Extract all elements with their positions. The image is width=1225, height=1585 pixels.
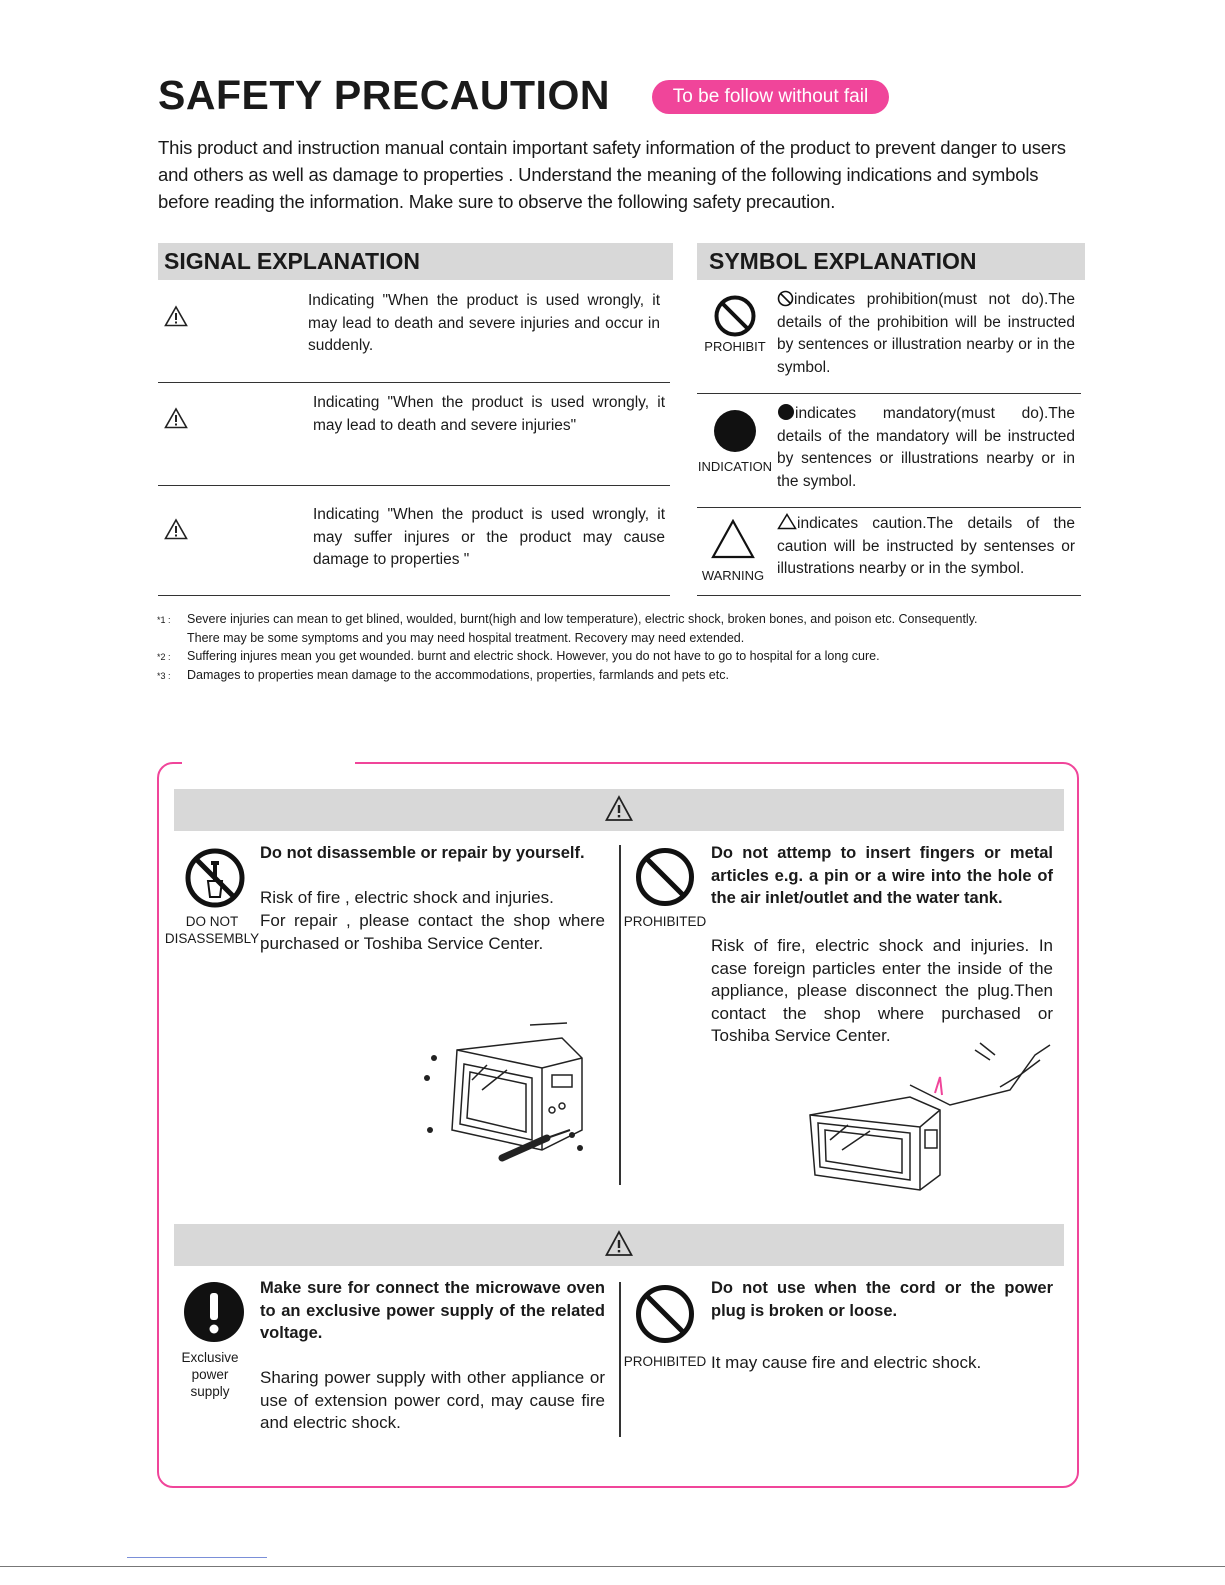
footer-link-underline <box>127 1557 267 1558</box>
item-body: For repair , please contact the shop where purchased or Toshiba Service Center. <box>260 911 605 953</box>
item-body: Risk of fire, electric shock and injuries. In case foreign particles enter the inside of the appliance, please disconnect the plug.Then contact the shop where purchased or Toshiba Service Center. <box>711 936 1053 1045</box>
divider <box>697 595 1081 596</box>
frame-tab-gap <box>182 755 355 769</box>
signal-text: Indicating "When the product is used wrongly, it may lead to death and severe injuries" <box>313 394 665 434</box>
item-title: Make sure for connect the microwave oven to an exclusive power supply of the related voltage. <box>260 1279 605 1342</box>
prohibited-label: PROHIBITED <box>623 914 707 929</box>
warning-description: indicates caution.The details of the caution will be instructed by sentenses or illustrations nearby or in the symbol. <box>777 515 1075 577</box>
warning-band <box>174 1224 1064 1266</box>
page-title: SAFETY PRECAUTION <box>158 72 610 118</box>
oven-finger-illustration <box>800 1035 1060 1195</box>
signal-text: Indicating "When the product is used wrongly, it may lead to death and severe injuries and occur in suddenly. <box>308 292 660 354</box>
footnote: There may be some symptoms and you may need hospital treatment. Recovery may need extended. <box>187 631 745 645</box>
column-divider <box>619 1282 621 1437</box>
item-body: It may cause fire and electric shock. <box>711 1353 982 1372</box>
item-body: Sharing power supply with other appliance or use of extension power cord, may cause fire and electric shock. <box>260 1368 605 1432</box>
symbol-heading: SYMBOL EXPLANATION <box>697 243 1085 280</box>
mandatory-dot-icon <box>713 409 757 453</box>
prohibit-label: PROHIBIT <box>704 339 766 354</box>
warning-label: WARNING <box>701 568 765 583</box>
footnotes <box>157 610 1057 685</box>
item-title: Do not disassemble or repair by yourself. <box>260 844 585 862</box>
warning-band <box>174 789 1064 831</box>
divider <box>158 382 670 383</box>
signal-text: Indicating "When the product is used wrongly, it may suffer injures or the product may cause damage to properties " <box>313 506 665 568</box>
no-disassembly-icon <box>184 847 246 909</box>
prohibit-icon <box>634 1283 696 1345</box>
caution-triangle-icon <box>777 513 797 530</box>
oven-disassembly-illustration <box>412 1020 592 1170</box>
item-title: Do not attemp to insert fingers or metal articles e.g. a pin or a wire into the hole of the air inlet/outlet and the water tank. <box>711 844 1053 907</box>
exclusive-power-supply-label: Exclusive power supply <box>181 1350 239 1399</box>
indication-label: INDICATION <box>697 459 773 474</box>
divider <box>158 485 670 486</box>
prohibit-icon <box>713 294 757 338</box>
item-title: Do not use when the cord or the power plug is broken or loose. <box>711 1279 1053 1320</box>
divider <box>697 507 1081 508</box>
divider <box>158 595 670 596</box>
footnote: *3 : Damages to properties mean damage to the accommodations, properties, farmlands and pets etc. <box>157 668 729 682</box>
prohibit-description: indicates prohibition(must not do).The details of the prohibition will be instructed by sentences or illustration nearby or in the symbol. <box>777 291 1075 376</box>
column-divider <box>619 845 621 1185</box>
indication-description: indicates mandatory(must do).The details of the mandatory will be instructed by sentences or illustrations nearby or in the symbol. <box>777 405 1075 490</box>
warning-triangle-icon <box>164 518 188 540</box>
footnote: *2 : Suffering injures mean you get wounded. burnt and electric shock. However, you do not have to go to hospital for a long cure. <box>157 649 880 663</box>
signal-heading: SIGNAL EXPLANATION <box>158 243 673 280</box>
intro-paragraph: This product and instruction manual contain important safety information of the product to prevent danger to users and others as well as damage to properties . Understand the meaning of the following indications and symbols before reading the information. Make sure to observe the following safety precaution. <box>158 137 1066 212</box>
warning-triangle-icon <box>164 305 188 327</box>
do-not-disassembly-label: DO NOT DISASSEMBLY <box>164 914 260 946</box>
follow-badge: To be follow without fail <box>652 80 889 114</box>
warning-triangle-icon <box>164 407 188 429</box>
prohibited-label: PROHIBITED <box>623 1354 707 1369</box>
warning-triangle-icon <box>605 795 633 823</box>
page-bottom-rule <box>0 1566 1225 1567</box>
mandatory-dot-icon <box>777 403 795 421</box>
footnote: *1 : Severe injuries can mean to get blined, woulded, burnt(high and low temperature), electric shock, broken bones, and poison etc. Consequently. <box>157 612 978 626</box>
caution-triangle-icon <box>711 519 755 559</box>
mandatory-exclamation-icon <box>183 1281 245 1343</box>
warning-triangle-icon <box>605 1230 633 1258</box>
item-body: Risk of fire , electric shock and injuries. <box>260 888 554 907</box>
prohibit-icon <box>777 290 794 307</box>
divider <box>697 393 1081 394</box>
prohibit-icon <box>634 846 696 908</box>
